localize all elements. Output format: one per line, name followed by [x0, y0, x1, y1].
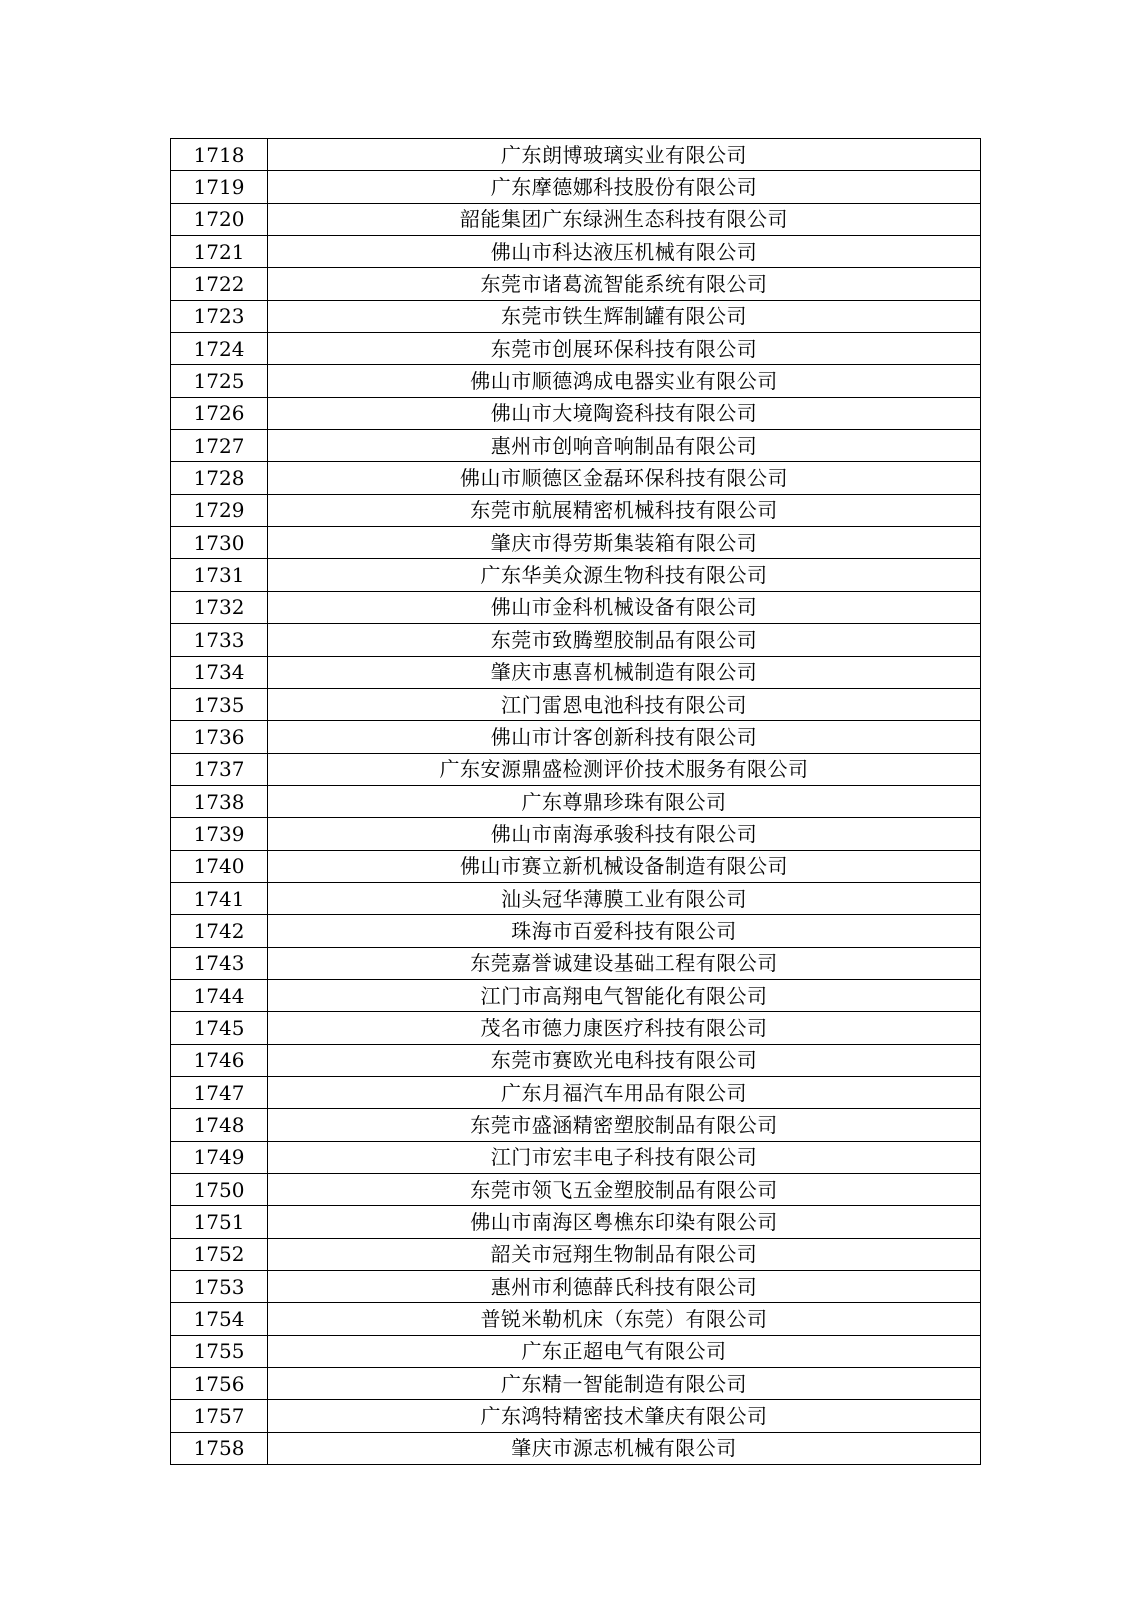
row-number: 1741 [171, 882, 268, 914]
row-number: 1754 [171, 1303, 268, 1335]
company-name: 佛山市金科机械设备有限公司 [268, 591, 981, 623]
row-number: 1719 [171, 171, 268, 203]
table-row [171, 236, 981, 268]
row-number: 1745 [171, 1012, 268, 1044]
table-row [171, 397, 981, 429]
company-name: 广东尊鼎珍珠有限公司 [268, 785, 981, 817]
table-row [171, 721, 981, 753]
company-name: 肇庆市得劳斯集装箱有限公司 [268, 527, 981, 559]
company-name: 佛山市科达液压机械有限公司 [268, 236, 981, 268]
company-name: 广东朗博玻璃实业有限公司 [268, 139, 981, 171]
company-name: 肇庆市惠喜机械制造有限公司 [268, 656, 981, 688]
company-name: 东莞嘉誉诚建设基础工程有限公司 [268, 947, 981, 979]
row-number: 1729 [171, 494, 268, 526]
company-name: 佛山市南海区粤樵东印染有限公司 [268, 1206, 981, 1238]
company-name: 广东华美众源生物科技有限公司 [268, 559, 981, 591]
row-number: 1723 [171, 300, 268, 332]
row-number: 1735 [171, 688, 268, 720]
table-row [171, 947, 981, 979]
table-row [171, 1238, 981, 1270]
table-row [171, 171, 981, 203]
table-row [171, 818, 981, 850]
table-row [171, 559, 981, 591]
table-row [171, 656, 981, 688]
company-name: 惠州市创响音响制品有限公司 [268, 430, 981, 462]
company-name: 广东月福汽车用品有限公司 [268, 1076, 981, 1108]
company-name: 江门市宏丰电子科技有限公司 [268, 1141, 981, 1173]
table-row [171, 753, 981, 785]
company-name: 惠州市利德薛氏科技有限公司 [268, 1271, 981, 1303]
row-number: 1733 [171, 624, 268, 656]
company-name: 东莞市铁生辉制罐有限公司 [268, 300, 981, 332]
table-row [171, 1271, 981, 1303]
company-name: 东莞市领飞五金塑胶制品有限公司 [268, 1174, 981, 1206]
row-number: 1720 [171, 203, 268, 235]
table-row [171, 1335, 981, 1367]
company-name: 广东鸿特精密技术肇庆有限公司 [268, 1400, 981, 1432]
row-number: 1728 [171, 462, 268, 494]
row-number: 1734 [171, 656, 268, 688]
company-list-table [170, 138, 981, 1465]
company-name: 佛山市赛立新机械设备制造有限公司 [268, 850, 981, 882]
company-name: 佛山市计客创新科技有限公司 [268, 721, 981, 753]
table-row [171, 688, 981, 720]
table-row [171, 333, 981, 365]
row-number: 1752 [171, 1238, 268, 1270]
row-number: 1748 [171, 1109, 268, 1141]
table-row [171, 1076, 981, 1108]
row-number: 1718 [171, 139, 268, 171]
row-number: 1730 [171, 527, 268, 559]
company-name: 东莞市航展精密机械科技有限公司 [268, 494, 981, 526]
row-number: 1738 [171, 785, 268, 817]
table-row [171, 1044, 981, 1076]
table-row [171, 785, 981, 817]
table-row [171, 203, 981, 235]
company-name: 普锐米勒机床（东莞）有限公司 [268, 1303, 981, 1335]
table-row [171, 1141, 981, 1173]
company-name: 东莞市赛欧光电科技有限公司 [268, 1044, 981, 1076]
row-number: 1736 [171, 721, 268, 753]
row-number: 1740 [171, 850, 268, 882]
table-row [171, 139, 981, 171]
row-number: 1721 [171, 236, 268, 268]
row-number: 1725 [171, 365, 268, 397]
company-name: 佛山市顺德区金磊环保科技有限公司 [268, 462, 981, 494]
row-number: 1747 [171, 1076, 268, 1108]
row-number: 1722 [171, 268, 268, 300]
table-row [171, 365, 981, 397]
row-number: 1744 [171, 979, 268, 1011]
row-number: 1758 [171, 1432, 268, 1464]
table-row [171, 882, 981, 914]
company-name: 汕头冠华薄膜工业有限公司 [268, 882, 981, 914]
company-name: 江门市高翔电气智能化有限公司 [268, 979, 981, 1011]
company-name: 肇庆市源志机械有限公司 [268, 1432, 981, 1464]
company-name: 东莞市盛涵精密塑胶制品有限公司 [268, 1109, 981, 1141]
company-name: 东莞市致腾塑胶制品有限公司 [268, 624, 981, 656]
table-row [171, 979, 981, 1011]
table-row [171, 1400, 981, 1432]
company-name: 广东摩德娜科技股份有限公司 [268, 171, 981, 203]
table-row [171, 1206, 981, 1238]
row-number: 1757 [171, 1400, 268, 1432]
row-number: 1724 [171, 333, 268, 365]
row-number: 1737 [171, 753, 268, 785]
company-name: 韶能集团广东绿洲生态科技有限公司 [268, 203, 981, 235]
row-number: 1743 [171, 947, 268, 979]
company-name: 珠海市百爱科技有限公司 [268, 915, 981, 947]
table-row [171, 850, 981, 882]
company-list-body [171, 139, 981, 1465]
company-name: 茂名市德力康医疗科技有限公司 [268, 1012, 981, 1044]
table-row [171, 591, 981, 623]
table-row [171, 624, 981, 656]
row-number: 1755 [171, 1335, 268, 1367]
row-number: 1732 [171, 591, 268, 623]
table-row [171, 1303, 981, 1335]
table-row [171, 430, 981, 462]
row-number: 1731 [171, 559, 268, 591]
table-row [171, 1432, 981, 1464]
row-number: 1746 [171, 1044, 268, 1076]
company-name: 东莞市诸葛流智能系统有限公司 [268, 268, 981, 300]
row-number: 1739 [171, 818, 268, 850]
row-number: 1750 [171, 1174, 268, 1206]
table-row [171, 1174, 981, 1206]
row-number: 1727 [171, 430, 268, 462]
row-number: 1756 [171, 1368, 268, 1400]
table-row [171, 915, 981, 947]
row-number: 1749 [171, 1141, 268, 1173]
table-row [171, 300, 981, 332]
table-row [171, 268, 981, 300]
row-number: 1742 [171, 915, 268, 947]
company-name: 广东安源鼎盛检测评价技术服务有限公司 [268, 753, 981, 785]
table-row [171, 494, 981, 526]
table-row [171, 1368, 981, 1400]
company-name: 江门雷恩电池科技有限公司 [268, 688, 981, 720]
table-row [171, 1109, 981, 1141]
table-row [171, 1012, 981, 1044]
company-name: 佛山市大境陶瓷科技有限公司 [268, 397, 981, 429]
company-name: 佛山市顺德鸿成电器实业有限公司 [268, 365, 981, 397]
table-row [171, 527, 981, 559]
company-name: 韶关市冠翔生物制品有限公司 [268, 1238, 981, 1270]
row-number: 1726 [171, 397, 268, 429]
company-name: 广东正超电气有限公司 [268, 1335, 981, 1367]
company-name: 佛山市南海承骏科技有限公司 [268, 818, 981, 850]
company-name: 广东精一智能制造有限公司 [268, 1368, 981, 1400]
company-name: 东莞市创展环保科技有限公司 [268, 333, 981, 365]
row-number: 1751 [171, 1206, 268, 1238]
row-number: 1753 [171, 1271, 268, 1303]
table-row [171, 462, 981, 494]
